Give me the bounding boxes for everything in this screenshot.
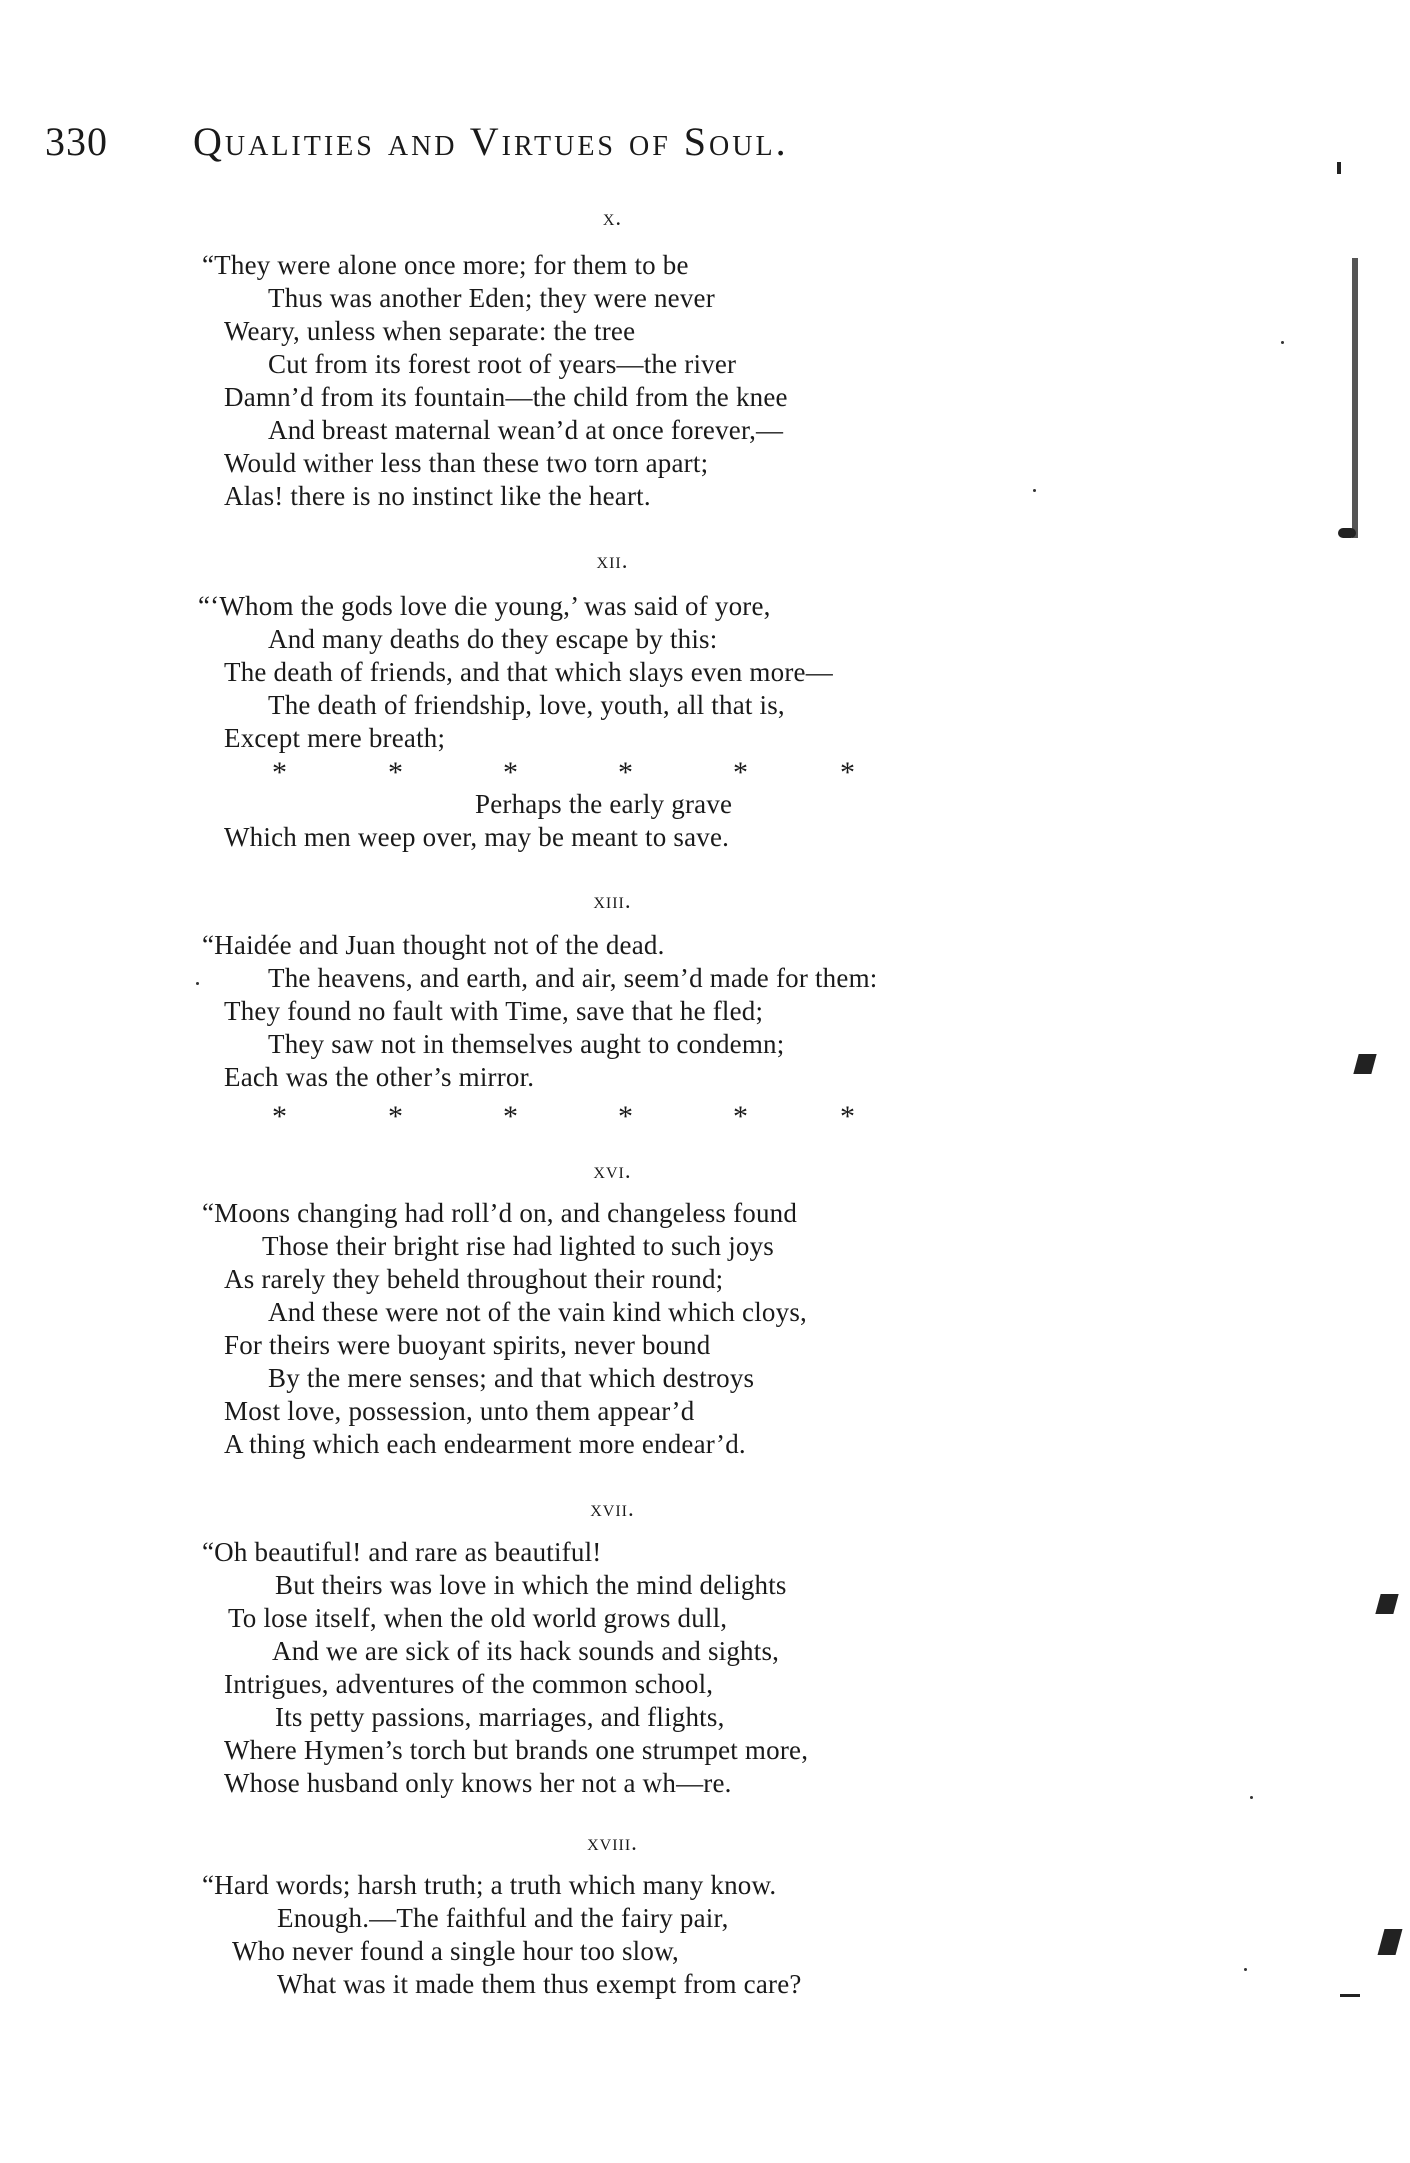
- stanza-number: xiii.: [593, 888, 632, 913]
- verse-line: Whose husband only knows her not a wh—re.: [224, 1768, 732, 1798]
- scan-speck: [1244, 1968, 1247, 1971]
- stanza-number: x.: [602, 205, 623, 230]
- verse-line: Intrigues, adventures of the common school,: [224, 1669, 714, 1699]
- scan-artifact: [1353, 1054, 1376, 1074]
- page-header: [45, 118, 1045, 178]
- stanza-number: xii.: [596, 548, 629, 573]
- asterisk: *: [840, 756, 855, 789]
- verse-line: By the mere senses; and that which destroys: [268, 1363, 755, 1393]
- verse-line: For theirs were buoyant spirits, never bound: [224, 1330, 711, 1360]
- verse-line: The heavens, and earth, and air, seem’d made for them:: [268, 963, 878, 993]
- binding-edge-mark: [1352, 258, 1358, 538]
- asterism: [0, 756, 1410, 789]
- scan-artifact: [1375, 1594, 1398, 1614]
- scan-artifact: [1378, 1929, 1403, 1955]
- asterisk: *: [503, 1100, 518, 1133]
- verse-line: “They were alone once more; for them to be: [202, 250, 689, 280]
- verse-line: Damn’d from its fountain—the child from the knee: [224, 382, 788, 412]
- verse-line: But theirs was love in which the mind delights: [275, 1570, 787, 1600]
- verse-line: Would wither less than these two torn apart;: [224, 448, 709, 478]
- asterisk: *: [388, 1100, 403, 1133]
- scan-artifact: [1340, 1994, 1360, 1997]
- asterisk: *: [618, 1100, 633, 1133]
- verse-line: Those their bright rise had lighted to such joys: [262, 1231, 775, 1261]
- verse-line: Weary, unless when separate: the tree: [224, 316, 636, 346]
- verse-line: “Hard words; harsh truth; a truth which many know.: [202, 1870, 777, 1900]
- verse-line: “Moons changing had roll’d on, and changeless found: [202, 1198, 798, 1228]
- verse-line: Where Hymen’s torch but brands one strumpet more,: [224, 1735, 809, 1765]
- verse-line: To lose itself, when the old world grows dull,: [228, 1603, 728, 1633]
- verse-line: They saw not in themselves aught to condemn;: [268, 1029, 785, 1059]
- verse-line: And we are sick of its hack sounds and sights,: [272, 1636, 780, 1666]
- verse-line: Cut from its forest root of years—the river: [268, 349, 737, 379]
- scan-speck: [1033, 489, 1036, 492]
- stanza-number: xviii.: [587, 1830, 638, 1855]
- verse-line: “Oh beautiful! and rare as beautiful!: [202, 1537, 602, 1567]
- stanza-number: xvi.: [593, 1158, 632, 1183]
- scan-speck: [196, 982, 199, 985]
- verse-line: Perhaps the early grave: [475, 789, 733, 819]
- verse-line: And many deaths do they escape by this:: [268, 624, 718, 654]
- verse-line: “‘Whom the gods love die young,’ was said of yore,: [198, 591, 771, 621]
- verse-line: Each was the other’s mirror.: [224, 1062, 535, 1092]
- verse-line: “Haidée and Juan thought not of the dead.: [202, 930, 665, 960]
- page-number: 330: [45, 119, 108, 164]
- asterisk: *: [733, 756, 748, 789]
- verse-line: Which men weep over, may be meant to save.: [224, 822, 730, 852]
- verse-line: And these were not of the vain kind which cloys,: [268, 1297, 807, 1327]
- scan-artifact: [1338, 528, 1356, 538]
- verse-line: What was it made them thus exempt from care?: [277, 1969, 802, 1999]
- asterisk: *: [618, 756, 633, 789]
- verse-line: Enough.—The faithful and the fairy pair,: [277, 1903, 729, 1933]
- asterism: [0, 1100, 1410, 1133]
- stanza-number: xvii.: [590, 1496, 635, 1521]
- verse-line: Who never found a single hour too slow,: [232, 1936, 679, 1966]
- verse-line: And breast maternal wean’d at once forever,—: [268, 415, 784, 445]
- asterisk: *: [272, 756, 287, 789]
- verse-line: They found no fault with Time, save that he fled;: [224, 996, 764, 1026]
- verse-line: The death of friends, and that which slays even more—: [224, 657, 833, 687]
- scan-speck: [1250, 1796, 1253, 1799]
- asterisk: *: [840, 1100, 855, 1133]
- verse-line: Except mere breath;: [224, 723, 446, 753]
- asterisk: *: [272, 1100, 287, 1133]
- verse-line: Its petty passions, marriages, and flights,: [275, 1702, 725, 1732]
- asterisk: *: [388, 756, 403, 789]
- scan-artifact: [1337, 162, 1341, 174]
- asterisk: *: [733, 1100, 748, 1133]
- verse-line: The death of friendship, love, youth, all that is,: [268, 690, 785, 720]
- verse-line: Most love, possession, unto them appear’d: [224, 1396, 695, 1426]
- running-title: Qualities and Virtues of Soul.: [193, 119, 789, 164]
- verse-line: A thing which each endearment more endear’d.: [224, 1429, 746, 1459]
- verse-line: Alas! there is no instinct like the heart.: [224, 481, 651, 511]
- scan-speck: [1281, 341, 1284, 344]
- asterisk: *: [503, 756, 518, 789]
- verse-line: Thus was another Eden; they were never: [268, 283, 715, 313]
- verse-line: As rarely they beheld throughout their round;: [224, 1264, 724, 1294]
